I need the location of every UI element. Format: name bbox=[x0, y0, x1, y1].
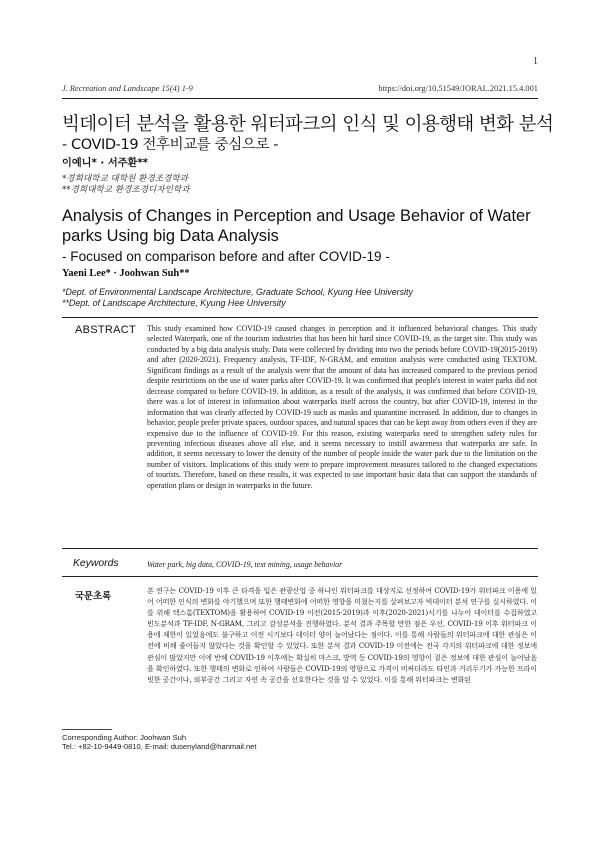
korean-authors: 이예니* · 서주환** bbox=[62, 158, 148, 169]
header-rule bbox=[62, 98, 538, 99]
english-affiliation-2: **Dept. of Landscape Architecture, Kyung Hee University bbox=[62, 298, 286, 308]
keywords-top-rule bbox=[62, 548, 538, 549]
korean-affiliation-2: **경희대학교 환경조경디자인학과 bbox=[62, 185, 190, 195]
journal-citation: J. Recreation and Landscape 15(4) 1-9 bbox=[62, 84, 193, 93]
english-authors: Yaeni Lee* · Joohwan Suh** bbox=[62, 268, 190, 279]
korean-abstract-label: 국문초록 bbox=[75, 591, 112, 602]
korean-abstract-text: 본 연구는 COVID-19 이후 큰 타격을 입은 관광산업 중 하나인 워터파크를 대상지로 선정하여 COVID-19가 워터파크 이용에 있어 어떠한 인식의 변화를 야기했으며 또한 행태변화에 어떠한 영향을 미쳤는지를 살펴보고자 빅데이터 분석 연구를 실시하였다. 이를 위해 텍스톰(TEXTOM)을 활용하여 COVID-19 이전(2015-2019)과 이후(2020-2021)시기를 나누어 데이터를 수집하였고 빈도분석과 TF-IDF, N-GRAM, 그리고 감성분석을 진행하였다. 분석 결과 주목할 만한 점은 우선, COVID-19 이후 워터파크 이용에 제한이 있었음에도 불구하고 이전 시기보다 데이터 양이 늘어났다는 점이다. 이를 통해 사람들의 워터파크에 대한 관심은 이전에 비해 줄어들지 않았다는 것을 확인할 수 있었다. 또한 분석 결과 COVID-19 이전에는 전국 각지의 워터파크에 대한 정보에 관심이 많았지만 이에 반해 COVID-19 이후에는 확실히 마스크, 방역 등 COVID-19의 영향이 짙은 정보에 대한 관심이 늘어났음을 확인하였다. 또한 행태의 변화로 인하여 사람들은 COVID-19의 영향으로 가격이 비싸더라도 타인과 거리두기가 가능한 프라이빗한 공간이나, 외부공간 그리고 자연 속 공간을 선호한다는 것을 알 수 있었다. 이를 통해 워터파크는 변화된 bbox=[147, 586, 537, 684]
korean-affiliation-1: *경희대학교 대학원 환경조경학과 bbox=[62, 174, 188, 184]
english-affiliation-1: *Dept. of Environmental Landscape Architecture, Graduate School, Kyung Hee University bbox=[62, 287, 413, 297]
english-subtitle: - Focused on comparison before and after COVID-19 - bbox=[62, 249, 390, 264]
abstract-text: This study examined how COVID-19 caused changes in perception and it influenced behavioral changes. This study selected Waterpark, one of the tourism industries that has been hit hard since COVID-19, as the target site. This study was conducted by a big data analysis study. Data were collected by dividing into two the periods before COVID-19(2015-2019) and after (2020-2021). Frequency analysis, TF-IDF, N-GRAM, and emotion analysis were conducted using TEXTOM. Significant findings as a result of the analysis were that the amount of data has increased compared to the previous period despite restrictions on the use of water parks after COVID-19. It was confirmed that people's interest in water parks did not decrease compared to before COVID-19. In addition, as a result of the analysis, it was confirmed that before COVID-19, there was a lot of interest in information about waterparks itself across the country, but after COVID-19, interest in the information that was clearly affected by COVID-19 such as masks and quarantine increased. In addition, due to changes in behavior, people prefer private spaces, outdoor spaces, and natural spaces that can be kept away from others even if they are expensive due to the influence of COVID-19. For this reason, existing waterparks need to strengthen safety rules for preventing infectious diseases above all else, and it seems necessary to instill awareness that waterparks are safe. In addition, it seems necessary to lower the density of the number of people inside the water park due to the limitation on the number of visitors. Implications of this study were to prepare improvement measures tailored to the changed expectations of tourists. Therefore, based on these results, it was expected to use important basic data that can support the standards of operation plans or design in waterparks in the future. bbox=[147, 324, 537, 490]
correspondence bbox=[62, 733, 257, 751]
corresponding-author: Corresponding Author: Joohwan Suh bbox=[62, 733, 187, 742]
korean-subtitle: - COVID-19 전후비교를 중심으로 - bbox=[62, 137, 279, 153]
keywords-bottom-rule bbox=[62, 576, 538, 577]
keywords-text: Water park, big data, COVID-19, text mining, usage behavior bbox=[147, 560, 343, 569]
doi-link[interactable]: https://doi.org/10.51549/JORAL.2021.15.4.001 bbox=[378, 84, 538, 93]
running-head bbox=[62, 84, 538, 93]
abstract-label: ABSTRACT bbox=[75, 324, 137, 336]
korean-affiliations bbox=[62, 174, 190, 196]
corresponding-contact[interactable]: Tel.: +82-10-9449-0810, E-mail: dusenyland@hanmail.net bbox=[62, 742, 257, 752]
abstract-top-rule bbox=[62, 317, 538, 318]
english-affiliations bbox=[62, 287, 413, 309]
page-number: 1 bbox=[533, 56, 538, 67]
korean-title: 빅데이터 분석을 활용한 워터파크의 인식 및 이용행태 변화 분석 bbox=[62, 114, 554, 135]
footnote-rule bbox=[62, 729, 112, 730]
keywords-label: Keywords bbox=[73, 558, 119, 569]
english-title: Analysis of Changes in Perception and Usage Behavior of Water parks Using big Data Analysis bbox=[62, 207, 531, 245]
